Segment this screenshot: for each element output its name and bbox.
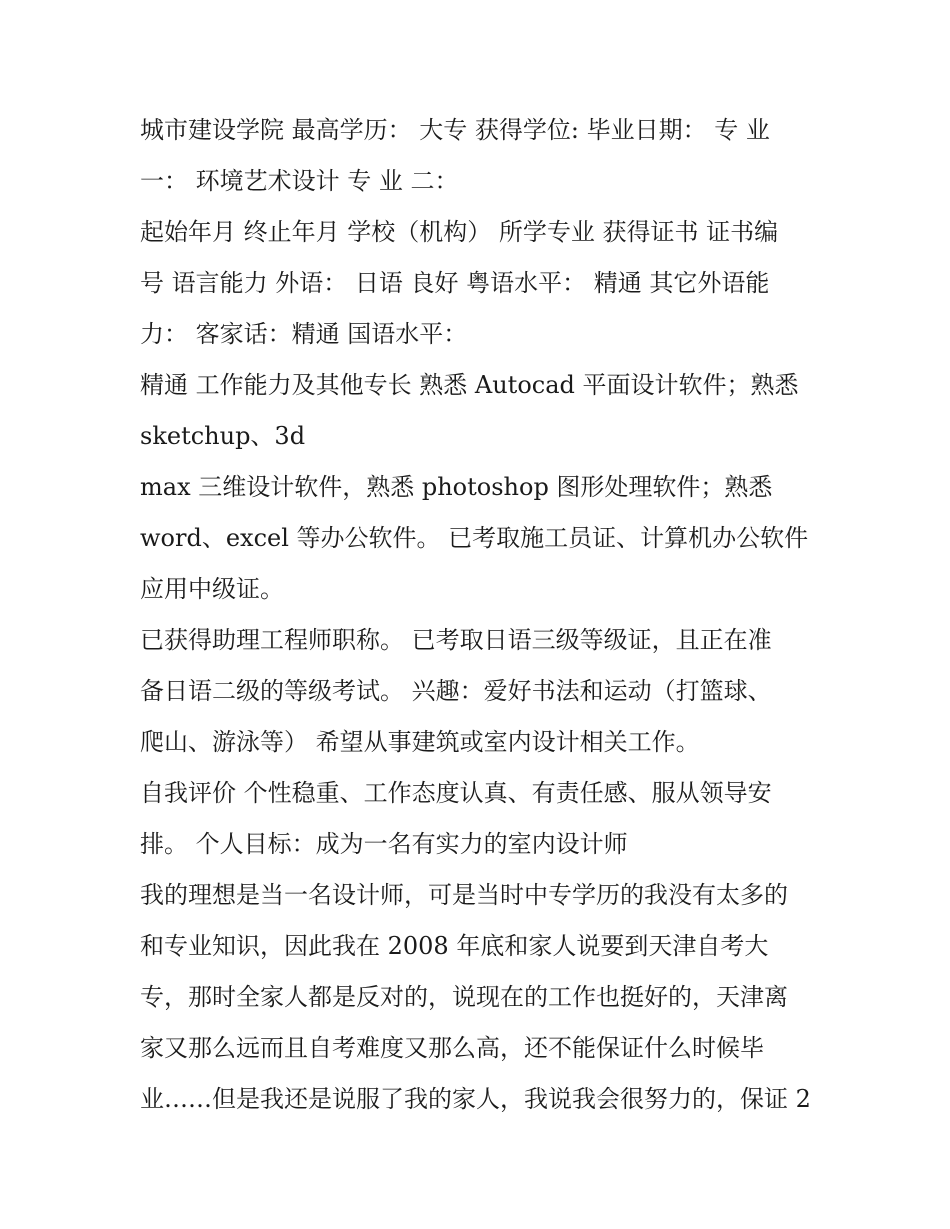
text-line: 自我评价 个性稳重、工作态度认真、有责任感、服从领导安 xyxy=(140,779,772,807)
text-line: 精通 工作能力及其他专长 熟悉 Autocad 平面设计软件；熟悉 xyxy=(140,371,799,399)
text-line: 家又那么远而且自考难度又那么高，还不能保证什么时候毕 xyxy=(140,1034,764,1062)
text-line: 起始年月 终止年月 学校（机构） 所学专业 获得证书 证书编 xyxy=(140,218,779,246)
text-line: word、excel 等办公软件。 已考取施工员证、计算机办公软件 xyxy=(140,524,809,552)
text-line: 爬山、游泳等） 希望从事建筑或室内设计相关工作。 xyxy=(140,728,700,756)
text-line: 业……但是我还是说服了我的家人，我说我会很努力的，保证 2 xyxy=(140,1085,811,1113)
text-line: 专，那时全家人都是反对的，说现在的工作也挺好的，天津离 xyxy=(140,983,788,1011)
text-line: 力： 客家话：精通 国语水平： xyxy=(140,320,468,348)
text-line: 应用中级证。 xyxy=(140,575,284,603)
text-line: 城市建设学院 最高学历： 大专 获得学位: 毕业日期： 专 业 xyxy=(140,116,770,144)
text-line: max 三维设计软件，熟悉 photoshop 图形处理软件；熟悉 xyxy=(140,473,773,501)
text-line: 号 语言能力 外语： 日语 良好 粤语水平： 精通 其它外语能 xyxy=(140,269,770,297)
text-line: sketchup、3d xyxy=(140,422,306,450)
text-line: 已获得助理工程师职称。 已考取日语三级等级证，且正在准 xyxy=(140,626,772,654)
text-line: 和专业知识，因此我在 2008 年底和家人说要到天津自考大 xyxy=(140,932,769,960)
text-line: 排。 个人目标：成为一名有实力的室内设计师 xyxy=(140,830,628,858)
text-line: 我的理想是当一名设计师，可是当时中专学历的我没有太多的 xyxy=(140,881,788,909)
text-line: 一： 环境艺术设计 专 业 二： xyxy=(140,167,459,195)
document-body xyxy=(140,112,830,1132)
text-line: 备日语二级的等级考试。 兴趣：爱好书法和运动（打篮球、 xyxy=(140,677,772,705)
